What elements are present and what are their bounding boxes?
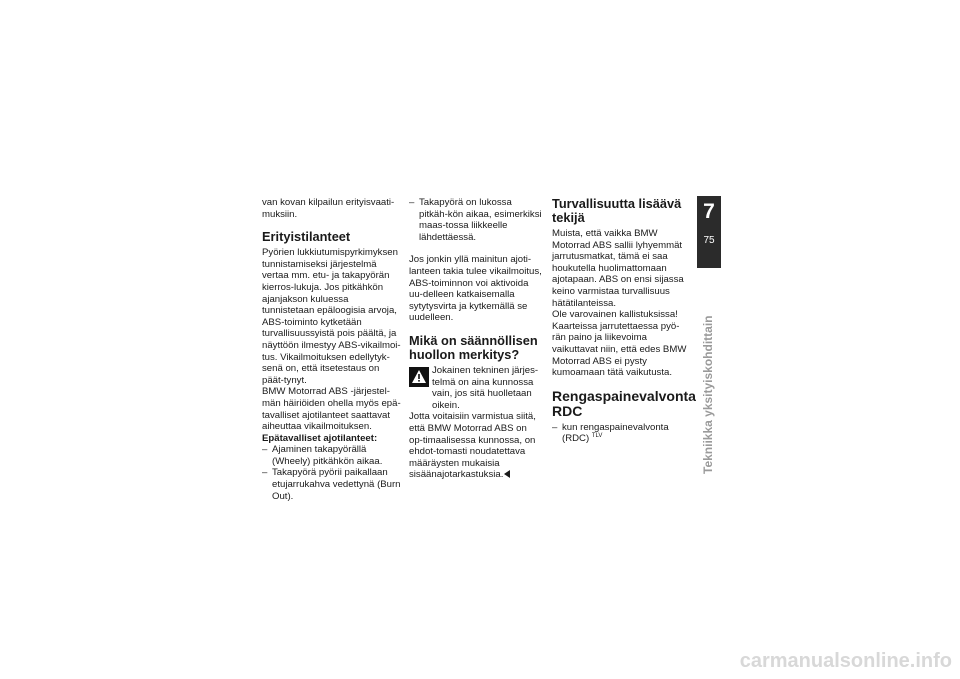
list-item: – kun rengaspainevalvonta (RDC) $^{TLV}$	[552, 422, 688, 445]
heading-maintenance: Mikä on säännöllisen huollon merkitys?	[409, 332, 538, 362]
intro-text: van kovan kilpailun erityisvaati-muksiin.	[262, 197, 395, 220]
list-item: – Takapyörä pyörii paikallaan etujarrukahva vedettynä (Burn Out).	[262, 467, 402, 502]
column-right	[552, 196, 696, 445]
column-left	[262, 197, 402, 502]
paragraph-faults: BMW Motorrad ABS -järjestel-män häiriöiden ohella myös epä-tavalliset ajotilanteet saattavat aiheuttaa vikailmoituksen.	[262, 386, 401, 433]
end-triangle-icon	[504, 470, 510, 478]
column-middle	[409, 197, 543, 481]
heading-safety: Turvallisuutta lisäävä tekijä	[552, 196, 682, 225]
paragraph-safety: Muista, että vaikka BMW Motorrad ABS sallii lyhyemmät jarrutusmatkat, tämä ei saa houkutella huolimattomaan ajotapaan. ABS on ensi sijassa keino varmistaa turvallisuus hätätilanteissa.	[552, 228, 684, 309]
tlv-marker: TLV	[591, 433, 603, 440]
heading-rdc: Rengaspainevalvonta RDC	[552, 387, 696, 419]
page-number: 75	[703, 235, 715, 246]
paragraph-detection: Pyörien lukkiutumispyrkimyksen tunnistamiseksi järjestelmä vertaa mm. etu- ja takapyörän kierros-lukuja. Jos pitkähkön ajanjakson kuluessa tunnistetaan epäloogisia arvoja, ABS-toiminto kytketään turvallisuussyistä pois päältä, ja näyttöön ilmestyy ABS-vikailmoi-tus. Vikailmoituksen edellytyk-senä on, että itsetestaus on päät-tynyt.	[262, 247, 401, 386]
watermark: carmanualsonline.info	[739, 650, 952, 672]
unusual-list-continued	[409, 197, 543, 243]
subheading-unusual: Epätavalliset ajotilanteet:	[262, 432, 378, 444]
paragraph-caution: Ole varovainen kallistuksissa! Kaarteissa jarrutettaessa pyö-rän paino ja liikevoima vaikuttavat niin, että edes BMW Motorrad ABS ei pysty kumoamaan tätä vaikutusta.	[552, 309, 687, 379]
warning-text: Jokainen tekninen järjes-telmä on aina kunnossa vain, jos sitä huolletaan oikein.	[432, 364, 539, 411]
heading-special-situations: Erityistilanteet	[262, 229, 351, 245]
chapter-tab	[697, 196, 721, 268]
paragraph-inspection: Jotta voitaisiin varmistua siitä, että BMW Motorrad ABS on op-timaalisessa kunnossa, on ehdot-tomasti noudatettava määräysten mukaisia sisäänajotarkastuksia.	[409, 411, 536, 481]
paragraph-reactivate: Jos jonkin yllä mainitun ajoti-lanteen takia tulee vikailmoitus, ABS-toiminnon voi aktivoida uu-delleen katkaisemalla sytytysvirta ja kytkemällä se uudelleen.	[409, 254, 542, 324]
unusual-list	[262, 444, 402, 502]
list-item: – Takapyörä on lukossa pitkäh-kön aikaa, esimerkiksi maas-tossa liikkeelle lähdettäessä.	[409, 197, 543, 243]
warning-block	[409, 365, 543, 411]
list-item: – Ajaminen takapyörällä (Wheely) pitkähkön aikaa.	[262, 444, 402, 467]
chapter-number: 7	[703, 200, 715, 223]
warning-triangle-icon	[409, 367, 429, 387]
rdc-list	[552, 422, 688, 445]
chapter-side-label: Tekniikka yksityiskohdittain	[701, 315, 715, 474]
